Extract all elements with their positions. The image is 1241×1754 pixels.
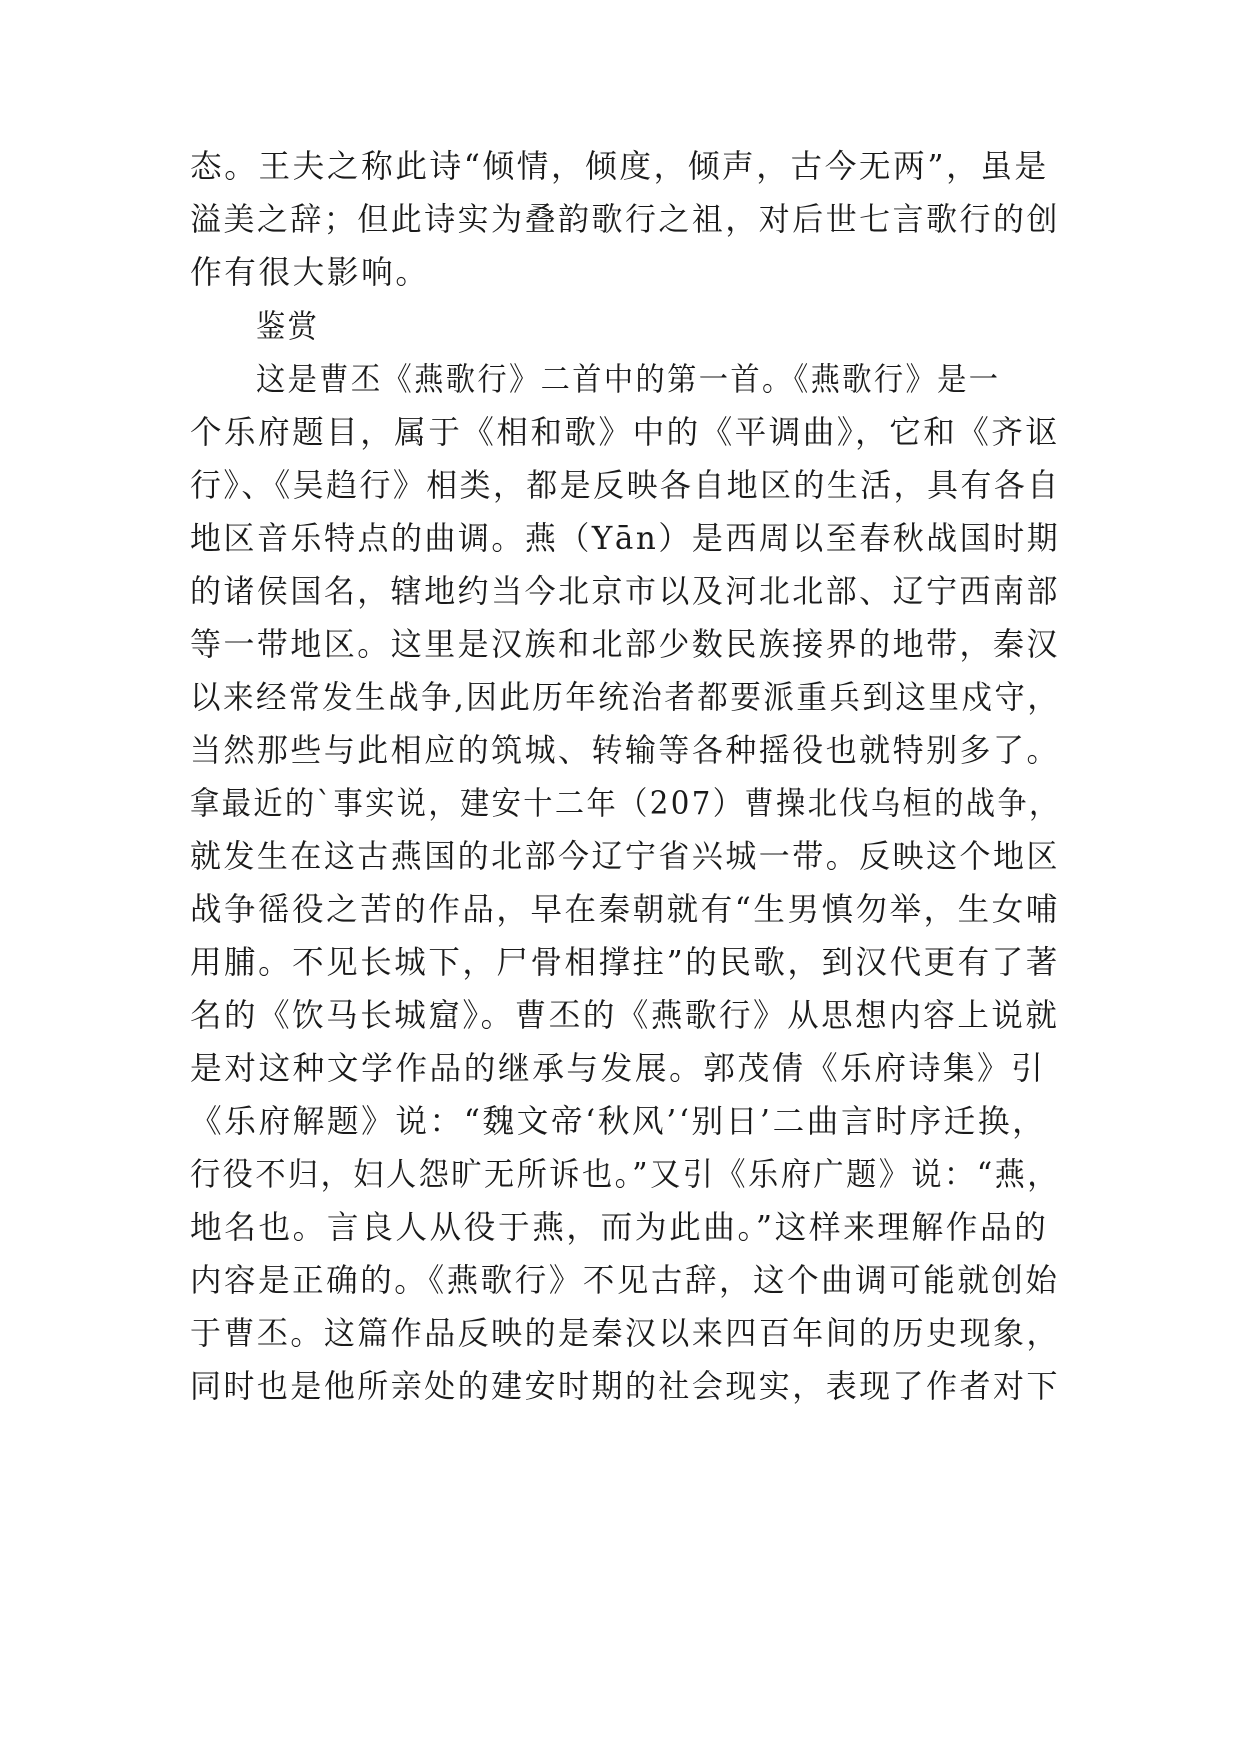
text-line: 的诸侯国名，辖地约当今北京市以及河北北部、辽宁西南部 <box>190 572 1060 610</box>
text-line: 名的《饮马长城窟》。曹丕的《燕歌行》从思想内容上说就 <box>190 996 1060 1034</box>
text-line: 作有很大影响。 <box>190 253 430 291</box>
text-line: 战争徭役之苦的作品，早在秦朝就有“生男慎勿举，生女哺 <box>190 890 1060 928</box>
text-line: 于曹丕。这篇作品反映的是秦汉以来四百年间的历史现象， <box>190 1314 1060 1352</box>
text-line: 地名也。言良人从役于燕，而为此曲。”这样来理解作品的 <box>190 1208 1049 1246</box>
text-line: 以来经常发生战争,因此历年统治者都要派重兵到这里戍守， <box>190 678 1061 716</box>
text-line: 等一带地区。这里是汉族和北部少数民族接界的地带，秦汉 <box>190 625 1060 663</box>
text-line: 用脯。不见长城下，尸骨相撑拄”的民歌，到汉代更有了著 <box>190 943 1060 981</box>
text-line: 同时也是他所亲处的建安时期的社会现实，表现了作者对下 <box>190 1367 1060 1405</box>
text-line: 态。王夫之称此诗“倾情，倾度，倾声，古今无两”，虽是 <box>190 147 1049 185</box>
text-line: 地区音乐特点的曲调。燕（Yān）是西周以至春秋战国时期 <box>190 519 1061 557</box>
text-line: 个乐府题目，属于《相和歌》中的《平调曲》，它和《齐讴 <box>190 413 1060 451</box>
text-line: 是对这种文学作品的继承与发展。郭茂倩《乐府诗集》引 <box>190 1049 1046 1087</box>
text-line: 行役不归，妇人怨旷无所诉也。”又引《乐府广题》说：“燕， <box>190 1155 1060 1193</box>
text-line: 拿最近的`事实说，建安十二年（207）曹操北伐乌桓的战争， <box>190 784 1061 822</box>
text-line: 内容是正确的。《燕歌行》不见古辞，这个曲调可能就创始 <box>190 1261 1060 1299</box>
text-line: 这是曹丕《燕歌行》二首中的第一首。《燕歌行》是一 <box>256 360 1001 398</box>
text-line: 《乐府解题》说：“魏文帝‘秋风’‘别日’二曲言时序迁换， <box>190 1102 1047 1140</box>
text-line: 溢美之辞；但此诗实为叠韵歌行之祖，对后世七言歌行的创 <box>190 200 1060 238</box>
text-line: 行》、《吴趋行》相类，都是反映各自地区的生活，具有各自 <box>190 466 1061 504</box>
text-line: 就发生在这古燕国的北部今辽宁省兴城一带。反映这个地区 <box>190 837 1060 875</box>
section-heading: 鉴赏 <box>256 307 320 345</box>
text-line: 当然那些与此相应的筑城、转输等各种摇役也就特别多了。 <box>190 731 1060 769</box>
